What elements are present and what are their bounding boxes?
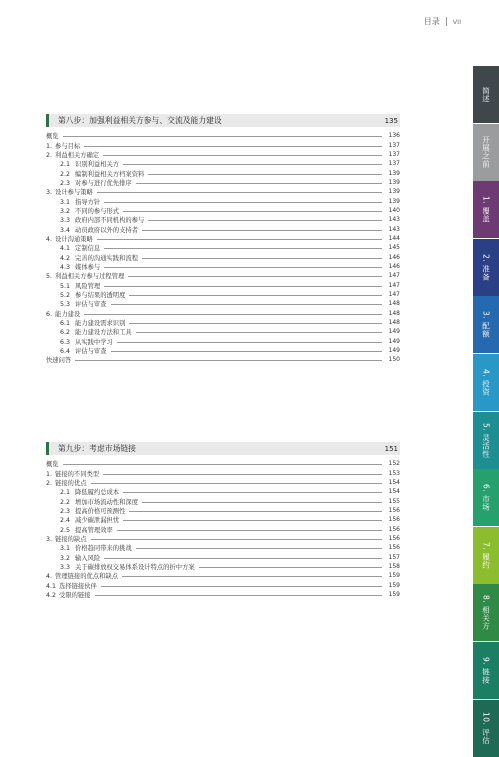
- toc-entry-number: 2.3: [60, 179, 71, 187]
- chapter-tab[interactable]: [473, 527, 499, 584]
- toc-entry[interactable]: [46, 562, 400, 571]
- leader-line: [136, 332, 382, 333]
- toc-entry-page: 149: [388, 337, 400, 345]
- header-title: 目录: [423, 17, 440, 26]
- leader-line: [84, 146, 382, 147]
- leader-line: [123, 520, 382, 521]
- leader-line: [111, 304, 383, 305]
- toc-entry-number: 4.: [46, 235, 53, 243]
- chapter-tab-label: 3. 配额: [481, 311, 491, 339]
- toc-entries: [46, 131, 400, 365]
- toc-entry-text: 概览: [46, 461, 59, 469]
- toc-entry[interactable]: [46, 543, 400, 552]
- chapter-tab-label: 9. 链接: [481, 656, 491, 684]
- toc-entry-page: 152: [388, 460, 400, 468]
- toc-entry-page: 156: [388, 506, 400, 514]
- toc-entry-page: 136: [388, 132, 400, 140]
- leader-line: [148, 174, 382, 175]
- toc-entry-text: 评估与审查: [75, 301, 107, 309]
- toc-entry-text: 从实践中学习: [75, 338, 113, 346]
- toc-entry-text: 输入风险: [75, 554, 101, 562]
- leader-line: [123, 492, 382, 493]
- leader-line: [104, 202, 382, 203]
- leader-line: [111, 351, 383, 352]
- toc-entry-text: 动员政府以外的支持者: [75, 226, 138, 234]
- toc-entry-label: [46, 478, 87, 487]
- toc-entry-label: [46, 169, 144, 178]
- toc-entry-text: 评估与审查: [75, 348, 107, 356]
- toc-entry[interactable]: [46, 496, 400, 505]
- leader-line: [123, 211, 382, 212]
- leader-line: [84, 314, 382, 315]
- toc-entry-page: 143: [388, 216, 400, 224]
- toc-entry-label: [46, 459, 59, 468]
- toc-entry-page: 139: [388, 169, 400, 177]
- toc-entry-text: 媒体参与: [75, 263, 101, 271]
- toc-entry-page: 145: [388, 244, 400, 252]
- toc-entry-number: 2.: [46, 151, 53, 159]
- toc-entry-text: 受限的链接: [59, 591, 91, 599]
- toc-entry-page: 156: [388, 534, 400, 542]
- toc-entry-text: 风险管理: [75, 282, 101, 290]
- leader-line: [103, 155, 382, 156]
- toc-entry-number: 3.3: [60, 563, 71, 571]
- toc-entry-page: 158: [388, 562, 400, 570]
- leader-line: [91, 483, 383, 484]
- leader-line: [97, 192, 382, 193]
- toc-entry-label: [46, 497, 138, 506]
- chapter-tab-label: 8. 相关方: [481, 595, 491, 631]
- leader-line: [117, 530, 382, 531]
- toc-entry-text: 不同的参与形式: [75, 207, 120, 215]
- section-page-number: 135: [384, 116, 398, 125]
- toc-entry-text: 提高价格可预测性: [75, 507, 126, 515]
- toc-entry-page: 143: [388, 225, 400, 233]
- leader-line: [123, 164, 382, 165]
- toc-entry-text: 利益相关方确定: [55, 151, 100, 159]
- toc-entry-label: [46, 141, 80, 150]
- toc-entry[interactable]: [46, 468, 400, 477]
- toc-entry[interactable]: [46, 299, 400, 308]
- chapter-tab[interactable]: [473, 124, 499, 181]
- chapter-tab-label: 7. 履约: [481, 541, 491, 569]
- toc-entry-label: [46, 355, 71, 364]
- toc-entry-label: [46, 290, 125, 299]
- section-title: 第九步：考虑市场链接: [58, 444, 136, 453]
- toc-entry-label: [46, 309, 80, 318]
- toc-entry-number: 3.1: [60, 545, 71, 553]
- toc-entry-label: [46, 197, 100, 206]
- chapter-tab[interactable]: [473, 584, 499, 641]
- toc-entry-page: 159: [388, 581, 400, 589]
- section-page-number: 151: [384, 444, 398, 453]
- toc-entry-number: 3.: [46, 535, 53, 543]
- toc-entry-label: [46, 225, 138, 234]
- toc-entry-text: 关于碳排放权交易体系设计特点的折中方案: [75, 563, 195, 571]
- leader-line: [148, 220, 382, 221]
- toc-entry-label: [46, 571, 118, 580]
- toc-entry-page: 154: [388, 478, 400, 486]
- toc-entry[interactable]: [46, 290, 400, 299]
- toc-entry[interactable]: [46, 459, 400, 468]
- toc-entry-page: 156: [388, 525, 400, 533]
- toc-entry-text: 快速问答: [46, 357, 72, 365]
- toc-entry-label: [46, 234, 93, 243]
- toc-entry-text: 设计参与策略: [55, 189, 93, 197]
- toc-entry-label: [46, 318, 125, 327]
- toc-entry-text: 指导方针: [75, 198, 101, 206]
- toc-entry-number: 6.: [46, 310, 53, 318]
- toc-entry-text: 编制利益相关方档案资料: [75, 170, 145, 178]
- chapter-tab[interactable]: [473, 181, 499, 238]
- toc-entry[interactable]: [46, 131, 400, 140]
- leader-line: [75, 360, 382, 361]
- toc-entry-label: [46, 159, 119, 168]
- toc-entry-label: [46, 543, 132, 552]
- toc-entry-page: 146: [388, 253, 400, 261]
- toc-entry[interactable]: [46, 168, 400, 177]
- toc-entry-label: [46, 206, 119, 215]
- toc-entry[interactable]: [46, 337, 400, 346]
- toc-entry-number: 2.1: [60, 161, 71, 169]
- toc-entry-number: 1.: [46, 470, 53, 478]
- toc-entry[interactable]: [46, 552, 400, 561]
- toc-entry-page: 149: [388, 347, 400, 355]
- toc-entry[interactable]: [46, 327, 400, 336]
- toc-entry-label: [46, 525, 113, 534]
- toc-entry-number: 5.3: [60, 301, 71, 309]
- toc-entry[interactable]: [46, 580, 400, 589]
- toc-entry-label: [46, 243, 100, 252]
- toc-entry-text: 增加市场流动性和深度: [75, 498, 138, 506]
- chapter-tab-label: 1. 覆盖: [481, 196, 491, 224]
- leader-line: [103, 474, 382, 475]
- toc-entry-text: 降低履约总成本: [75, 489, 120, 497]
- page-header: [424, 16, 461, 27]
- toc-entry-text: 利益相关方参与过程管理: [55, 273, 125, 281]
- chapter-tab-label: 10. 评估: [481, 711, 491, 745]
- chapter-tab[interactable]: [473, 700, 499, 757]
- toc-section-step9: [46, 442, 400, 599]
- toc-entry[interactable]: [46, 252, 400, 261]
- chapter-tab-label: 6. 市场: [481, 484, 491, 512]
- toc-entry-page: 148: [388, 309, 400, 317]
- leader-line: [136, 548, 382, 549]
- header-page-number: VII: [452, 17, 461, 26]
- leader-line: [122, 576, 382, 577]
- toc-entry-number: 3.: [46, 189, 53, 197]
- chapter-tabs: [473, 66, 499, 757]
- leader-line: [63, 464, 382, 465]
- toc-entry-text: 能力建设方法和工具: [75, 329, 132, 337]
- toc-entry-label: [46, 150, 99, 159]
- toc-entry-label: [46, 590, 91, 599]
- chapter-tab-label: 开展之前: [481, 136, 491, 169]
- toc-entry-text: 链接的优点: [55, 479, 87, 487]
- toc-entry-label: [46, 187, 93, 196]
- toc-entry-page: 156: [388, 544, 400, 552]
- toc-entry-number: 4.1: [46, 582, 57, 590]
- toc-entry-number: 4.3: [60, 263, 71, 271]
- leader-line: [104, 558, 382, 559]
- toc-entry-label: [46, 178, 132, 187]
- leader-line: [104, 267, 382, 268]
- toc-entry-page: 149: [388, 328, 400, 336]
- chapter-tab[interactable]: [473, 642, 499, 699]
- toc-entry-label: [46, 281, 100, 290]
- toc-entry-number: 3.2: [60, 554, 71, 562]
- toc-entry-text: 管理链接的优点和缺点: [55, 573, 118, 581]
- toc-entry-number: 4.1: [60, 245, 71, 253]
- toc-entry-label: [46, 553, 100, 562]
- toc-entry-number: 2.1: [60, 489, 71, 497]
- toc-entry-text: 政府内部不同机构的参与: [75, 217, 145, 225]
- leader-line: [136, 183, 382, 184]
- toc-entry[interactable]: [46, 355, 400, 364]
- toc-entry-label: [46, 215, 144, 224]
- toc-entry-page: 147: [388, 281, 400, 289]
- toc-entry-page: 137: [388, 150, 400, 158]
- toc-entry-label: [46, 581, 97, 590]
- section-title: 第八步：加强利益相关方参与、交流及能力建设: [58, 116, 222, 125]
- toc-entry-text: 定制信息: [75, 245, 101, 253]
- toc-entry-label: [46, 262, 100, 271]
- toc-entry[interactable]: [46, 309, 400, 318]
- toc-entry-label: [46, 253, 138, 262]
- leader-line: [142, 230, 382, 231]
- toc-entry-number: 2.4: [60, 517, 71, 525]
- section-heading[interactable]: [46, 114, 400, 127]
- toc-entry-label: [46, 327, 132, 336]
- toc-entry[interactable]: [46, 487, 400, 496]
- chapter-tab[interactable]: [473, 412, 499, 469]
- toc-entry-number: 6.1: [60, 320, 71, 328]
- toc-entry-page: 139: [388, 197, 400, 205]
- toc-entry-text: 设计沟通策略: [55, 235, 93, 243]
- leader-line: [117, 342, 382, 343]
- toc-entry-text: 链接的不同类型: [55, 470, 100, 478]
- toc-entry-page: 137: [388, 160, 400, 168]
- toc-entry-text: 参与结果的透明度: [75, 292, 126, 300]
- toc-entry-text: 能力建设需求识别: [75, 320, 126, 328]
- toc-entry-text: 对参与进行优先排序: [75, 179, 132, 187]
- toc-entry-number: 4.2: [60, 254, 71, 262]
- toc-entry-page: 155: [388, 497, 400, 505]
- toc-entry[interactable]: [46, 140, 400, 149]
- chapter-tab-label: 2. 准备: [481, 253, 491, 281]
- toc-entry-text: 概览: [46, 133, 59, 141]
- toc-entry[interactable]: [46, 590, 400, 599]
- chapter-tab-label: 4. 投资: [481, 368, 491, 396]
- toc-entry-page: 157: [388, 553, 400, 561]
- section-accent-bar: [46, 114, 49, 127]
- toc-entry-number: 6.2: [60, 329, 71, 337]
- leader-line: [97, 239, 382, 240]
- toc-entry[interactable]: [46, 318, 400, 327]
- toc-entry[interactable]: [46, 262, 400, 271]
- toc-entry-label: [46, 534, 87, 543]
- toc-entry-number: 2.: [46, 479, 53, 487]
- toc-entry[interactable]: [46, 206, 400, 215]
- toc-entry-page: 148: [388, 300, 400, 308]
- toc-entry[interactable]: [46, 271, 400, 280]
- toc-entry-page: 139: [388, 188, 400, 196]
- chapter-tab[interactable]: [473, 469, 499, 526]
- chapter-tab-label: 简述: [481, 86, 491, 103]
- toc-entry-number: 4.: [46, 573, 53, 581]
- toc-entry-label: [46, 562, 195, 571]
- toc-entry[interactable]: [46, 346, 400, 355]
- toc-entry[interactable]: [46, 571, 400, 580]
- toc-entry-number: 5.1: [60, 282, 71, 290]
- toc-entry-label: [46, 346, 107, 355]
- toc-entry-page: 156: [388, 516, 400, 524]
- toc-entry[interactable]: [46, 178, 400, 187]
- toc-entry-page: 146: [388, 262, 400, 270]
- toc-entry-label: [46, 337, 113, 346]
- toc-entry-label: [46, 506, 125, 515]
- toc-entry-page: 147: [388, 272, 400, 280]
- toc-entry-number: 4.2: [46, 591, 57, 599]
- toc-entry-label: [46, 299, 107, 308]
- toc-entry-label: [46, 515, 119, 524]
- toc-entry-label: [46, 469, 99, 478]
- section-heading[interactable]: [46, 442, 400, 455]
- toc-entry-number: 6.3: [60, 338, 71, 346]
- leader-line: [104, 286, 382, 287]
- toc-entry-text: 提高管理效率: [75, 526, 113, 534]
- toc-entry-text: 识别利益相关方: [75, 161, 120, 169]
- toc-entry[interactable]: [46, 534, 400, 543]
- toc-entry[interactable]: [46, 478, 400, 487]
- toc-entry-text: 参与目标: [55, 142, 81, 150]
- toc-entry-text: 链接的缺点: [55, 535, 87, 543]
- toc-entry[interactable]: [46, 234, 400, 243]
- leader-line: [129, 323, 382, 324]
- toc-entry[interactable]: [46, 196, 400, 205]
- toc-entry-number: 1.: [46, 142, 53, 150]
- leader-line: [142, 258, 382, 259]
- toc-entry-number: 6.4: [60, 348, 71, 356]
- leader-line: [101, 586, 382, 587]
- toc-entry-label: [46, 271, 124, 280]
- toc-entry-number: 2.2: [60, 170, 71, 178]
- toc-entry-number: 2.5: [60, 526, 71, 534]
- chapter-tab[interactable]: [473, 354, 499, 411]
- leader-line: [63, 136, 382, 137]
- toc-entry[interactable]: [46, 515, 400, 524]
- toc-entry-page: 154: [388, 488, 400, 496]
- toc-entry[interactable]: [46, 224, 400, 233]
- chapter-tab[interactable]: [473, 239, 499, 296]
- leader-line: [199, 567, 382, 568]
- toc-entry-text: 减少碳泄漏担忧: [75, 517, 120, 525]
- chapter-tab-label: 5. 灵活性: [481, 422, 491, 458]
- header-divider: [446, 17, 447, 26]
- toc-entry-text: 选择链接伙伴: [59, 582, 97, 590]
- leader-line: [128, 276, 382, 277]
- toc-entry[interactable]: [46, 187, 400, 196]
- section-accent-bar: [46, 442, 49, 455]
- toc-entry-page: 153: [388, 469, 400, 477]
- chapter-tab[interactable]: [473, 66, 499, 123]
- leader-line: [142, 502, 382, 503]
- toc-entry-number: 5.2: [60, 292, 71, 300]
- toc-entry-number: 3.2: [60, 207, 71, 215]
- toc-entry-page: 144: [388, 234, 400, 242]
- toc-entries: [46, 459, 400, 599]
- toc-entry-text: 完善的沟通实践和流程: [75, 254, 138, 262]
- toc-entry-page: 150: [388, 356, 400, 364]
- toc-entry-page: 159: [388, 572, 400, 580]
- leader-line: [91, 539, 383, 540]
- leader-line: [95, 595, 383, 596]
- leader-line: [104, 248, 382, 249]
- toc-section-step8: [46, 114, 400, 365]
- toc-entry[interactable]: [46, 506, 400, 515]
- toc-entry[interactable]: [46, 159, 400, 168]
- toc-entry-number: 2.2: [60, 498, 71, 506]
- toc-entry-page: 139: [388, 178, 400, 186]
- toc-entry-page: 140: [388, 206, 400, 214]
- toc-entry-label: [46, 487, 119, 496]
- leader-line: [129, 295, 382, 296]
- toc-entry-label: [46, 131, 59, 140]
- toc-entry-page: 159: [388, 590, 400, 598]
- toc-entry-text: 能力建设: [55, 310, 81, 318]
- toc-entry[interactable]: [46, 215, 400, 224]
- toc-entry-number: 2.3: [60, 507, 71, 515]
- toc-entry-number: 3.1: [60, 198, 71, 206]
- toc-entry-page: 148: [388, 319, 400, 327]
- toc-entry[interactable]: [46, 243, 400, 252]
- leader-line: [129, 511, 382, 512]
- chapter-tab[interactable]: [473, 296, 499, 353]
- toc-entry-number: 3.4: [60, 226, 71, 234]
- toc-entry-text: 价格趋同带来的挑战: [75, 545, 132, 553]
- toc-entry[interactable]: [46, 524, 400, 533]
- toc-entry-page: 147: [388, 291, 400, 299]
- toc-entry-number: 3.3: [60, 217, 71, 225]
- toc-entry[interactable]: [46, 281, 400, 290]
- toc-entry[interactable]: [46, 150, 400, 159]
- toc-entry-number: 5.: [46, 273, 53, 281]
- toc-entry-page: 137: [388, 141, 400, 149]
